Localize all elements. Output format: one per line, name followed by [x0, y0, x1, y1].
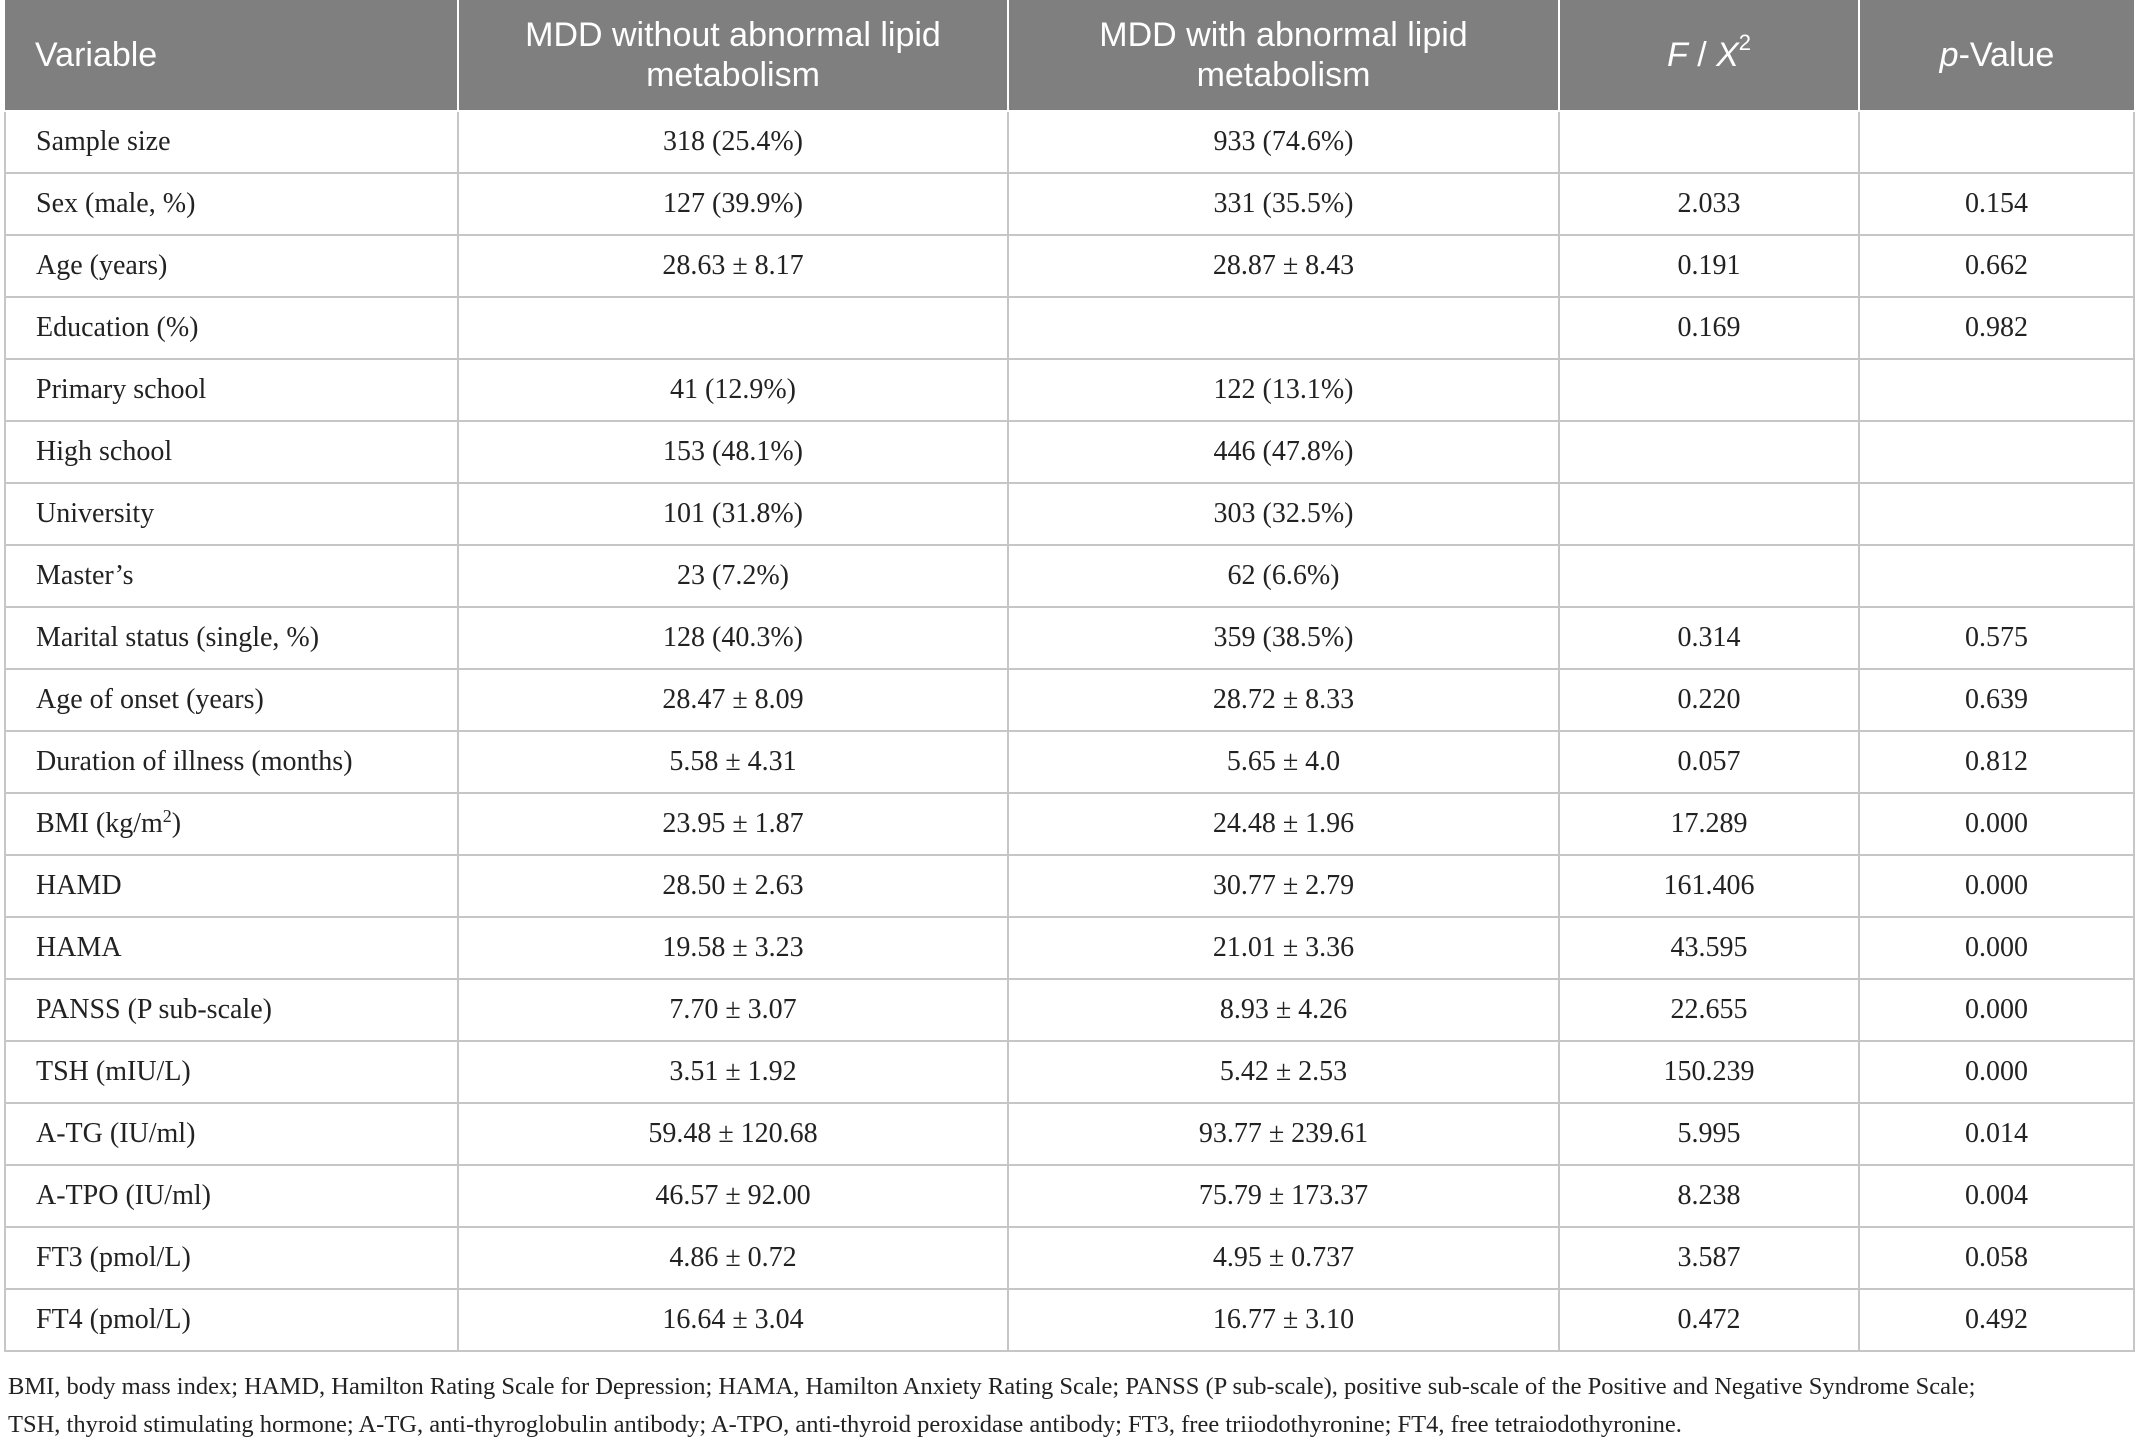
- cell-variable: FT4 (pmol/L): [5, 1289, 458, 1351]
- header-group-with: [1008, 0, 1559, 111]
- table-row: [5, 421, 2134, 483]
- cell-statistic: [1559, 545, 1859, 607]
- header-stat-x: X: [1716, 36, 1739, 74]
- header-group-without-line2: metabolism: [646, 56, 820, 94]
- cell-p-value: 0.000: [1859, 917, 2134, 979]
- cell-with-lipid: 21.01 ± 3.36: [1008, 917, 1559, 979]
- table-row: [5, 1289, 2134, 1351]
- cell-without-lipid: 101 (31.8%): [458, 483, 1008, 545]
- header-stat-separator: /: [1687, 36, 1717, 74]
- table-footnote: [8, 1368, 2133, 1444]
- header-group-without: [458, 0, 1008, 111]
- cell-variable: HAMD: [5, 855, 458, 917]
- cell-without-lipid: 7.70 ± 3.07: [458, 979, 1008, 1041]
- cell-p-value: 0.812: [1859, 731, 2134, 793]
- cell-without-lipid: 41 (12.9%): [458, 359, 1008, 421]
- data-table: [4, 0, 2135, 1352]
- cell-p-value: 0.014: [1859, 1103, 2134, 1165]
- header-p-italic: p: [1939, 36, 1959, 74]
- cell-without-lipid: 23 (7.2%): [458, 545, 1008, 607]
- cell-variable: Sample size: [5, 111, 458, 173]
- cell-statistic: 161.406: [1559, 855, 1859, 917]
- cell-statistic: 8.238: [1559, 1165, 1859, 1227]
- cell-without-lipid: 28.47 ± 8.09: [458, 669, 1008, 731]
- cell-without-lipid: 23.95 ± 1.87: [458, 793, 1008, 855]
- cell-variable: High school: [5, 421, 458, 483]
- cell-p-value: 0.000: [1859, 855, 2134, 917]
- cell-variable: TSH (mIU/L): [5, 1041, 458, 1103]
- table-body: [5, 111, 2134, 1351]
- table-row: [5, 607, 2134, 669]
- header-p-rest: -Value: [1958, 36, 2055, 74]
- cell-with-lipid: 62 (6.6%): [1008, 545, 1559, 607]
- cell-p-value: 0.004: [1859, 1165, 2134, 1227]
- cell-p-value: 0.662: [1859, 235, 2134, 297]
- cell-with-lipid: 28.72 ± 8.33: [1008, 669, 1559, 731]
- cell-with-lipid: 5.65 ± 4.0: [1008, 731, 1559, 793]
- cell-statistic: 17.289: [1559, 793, 1859, 855]
- table-row: [5, 1041, 2134, 1103]
- table-row: [5, 855, 2134, 917]
- data-table-container: [4, 0, 2133, 1352]
- table-row: [5, 793, 2134, 855]
- header-group-with-line1: MDD with abnormal lipid: [1099, 16, 1468, 54]
- cell-p-value: 0.154: [1859, 173, 2134, 235]
- cell-without-lipid: 127 (39.9%): [458, 173, 1008, 235]
- cell-statistic: 0.169: [1559, 297, 1859, 359]
- cell-statistic: [1559, 421, 1859, 483]
- cell-statistic: 0.220: [1559, 669, 1859, 731]
- cell-with-lipid: 5.42 ± 2.53: [1008, 1041, 1559, 1103]
- cell-without-lipid: 4.86 ± 0.72: [458, 1227, 1008, 1289]
- header-variable: Variable: [5, 0, 458, 111]
- cell-variable: A-TPO (IU/ml): [5, 1165, 458, 1227]
- cell-p-value: [1859, 545, 2134, 607]
- cell-variable: HAMA: [5, 917, 458, 979]
- footnote-line-1: BMI, body mass index; HAMD, Hamilton Rating Scale for Depression; HAMA, Hamilton Anxiety Rating Scale; PANSS (P sub-scale), positive sub-scale of the Positive and Negative Syndrome Scale;: [8, 1373, 1976, 1400]
- table-row: [5, 1165, 2134, 1227]
- cell-with-lipid: 122 (13.1%): [1008, 359, 1559, 421]
- cell-with-lipid: 93.77 ± 239.61: [1008, 1103, 1559, 1165]
- cell-with-lipid: 8.93 ± 4.26: [1008, 979, 1559, 1041]
- header-stat-superscript: 2: [1738, 30, 1752, 55]
- cell-p-value: 0.000: [1859, 1041, 2134, 1103]
- cell-variable: University: [5, 483, 458, 545]
- cell-p-value: [1859, 359, 2134, 421]
- cell-statistic: 22.655: [1559, 979, 1859, 1041]
- table-row: [5, 1103, 2134, 1165]
- cell-statistic: 0.472: [1559, 1289, 1859, 1351]
- cell-p-value: 0.639: [1859, 669, 2134, 731]
- cell-with-lipid: 75.79 ± 173.37: [1008, 1165, 1559, 1227]
- header-stat-f: F: [1666, 36, 1688, 74]
- cell-statistic: 5.995: [1559, 1103, 1859, 1165]
- cell-variable-superscript: 2: [162, 806, 172, 826]
- table-row: [5, 483, 2134, 545]
- cell-with-lipid: 4.95 ± 0.737: [1008, 1227, 1559, 1289]
- cell-variable: Age (years): [5, 235, 458, 297]
- cell-p-value: 0.000: [1859, 979, 2134, 1041]
- cell-variable: Master’s: [5, 545, 458, 607]
- cell-variable: Age of onset (years): [5, 669, 458, 731]
- cell-variable: Primary school: [5, 359, 458, 421]
- table-row: [5, 669, 2134, 731]
- cell-p-value: 0.000: [1859, 793, 2134, 855]
- cell-without-lipid: 28.63 ± 8.17: [458, 235, 1008, 297]
- header-group-without-line1: MDD without abnormal lipid: [525, 16, 941, 54]
- cell-without-lipid: [458, 297, 1008, 359]
- cell-variable: Marital status (single, %): [5, 607, 458, 669]
- cell-statistic: 150.239: [1559, 1041, 1859, 1103]
- cell-p-value: 0.982: [1859, 297, 2134, 359]
- table-row: [5, 235, 2134, 297]
- cell-variable: [5, 793, 458, 855]
- cell-with-lipid: 30.77 ± 2.79: [1008, 855, 1559, 917]
- table-row: [5, 111, 2134, 173]
- cell-with-lipid: 28.87 ± 8.43: [1008, 235, 1559, 297]
- table-row: [5, 359, 2134, 421]
- cell-without-lipid: 28.50 ± 2.63: [458, 855, 1008, 917]
- cell-without-lipid: 46.57 ± 92.00: [458, 1165, 1008, 1227]
- cell-variable: Duration of illness (months): [5, 731, 458, 793]
- cell-statistic: 0.057: [1559, 731, 1859, 793]
- cell-with-lipid: 16.77 ± 3.10: [1008, 1289, 1559, 1351]
- cell-variable: FT3 (pmol/L): [5, 1227, 458, 1289]
- cell-without-lipid: 19.58 ± 3.23: [458, 917, 1008, 979]
- table-row: [5, 173, 2134, 235]
- cell-variable: PANSS (P sub-scale): [5, 979, 458, 1041]
- cell-statistic: 0.191: [1559, 235, 1859, 297]
- cell-statistic: 0.314: [1559, 607, 1859, 669]
- cell-variable: A-TG (IU/ml): [5, 1103, 458, 1165]
- cell-statistic: [1559, 359, 1859, 421]
- cell-variable-text: BMI (kg/m: [36, 808, 163, 839]
- cell-with-lipid: 359 (38.5%): [1008, 607, 1559, 669]
- cell-p-value: [1859, 111, 2134, 173]
- table-header-row: [5, 0, 2134, 111]
- cell-without-lipid: 153 (48.1%): [458, 421, 1008, 483]
- cell-without-lipid: 5.58 ± 4.31: [458, 731, 1008, 793]
- header-p-value: [1859, 0, 2134, 111]
- cell-without-lipid: 16.64 ± 3.04: [458, 1289, 1008, 1351]
- cell-p-value: 0.492: [1859, 1289, 2134, 1351]
- cell-without-lipid: 59.48 ± 120.68: [458, 1103, 1008, 1165]
- cell-statistic: 2.033: [1559, 173, 1859, 235]
- cell-without-lipid: 318 (25.4%): [458, 111, 1008, 173]
- cell-statistic: 3.587: [1559, 1227, 1859, 1289]
- table-row: [5, 1227, 2134, 1289]
- cell-with-lipid: 933 (74.6%): [1008, 111, 1559, 173]
- table-row: [5, 545, 2134, 607]
- cell-p-value: [1859, 483, 2134, 545]
- cell-statistic: [1559, 111, 1859, 173]
- cell-statistic: [1559, 483, 1859, 545]
- table-row: [5, 917, 2134, 979]
- cell-variable: Education (%): [5, 297, 458, 359]
- table-row: [5, 297, 2134, 359]
- cell-statistic: 43.595: [1559, 917, 1859, 979]
- table-row: [5, 731, 2134, 793]
- cell-with-lipid: 446 (47.8%): [1008, 421, 1559, 483]
- cell-variable-tail: ): [171, 808, 182, 839]
- cell-with-lipid: 331 (35.5%): [1008, 173, 1559, 235]
- cell-without-lipid: 128 (40.3%): [458, 607, 1008, 669]
- table-row: [5, 979, 2134, 1041]
- cell-without-lipid: 3.51 ± 1.92: [458, 1041, 1008, 1103]
- cell-variable: Sex (male, %): [5, 173, 458, 235]
- header-group-with-line2: metabolism: [1196, 56, 1371, 94]
- footnote-line-2: TSH, thyroid stimulating hormone; A-TG, anti-thyroglobulin antibody; A-TPO, anti-thyroid peroxidase antibody; FT3, free triiodothyronine; FT4, free tetraiodothyronine.: [8, 1411, 1682, 1438]
- cell-with-lipid: 303 (32.5%): [1008, 483, 1559, 545]
- cell-with-lipid: 24.48 ± 1.96: [1008, 793, 1559, 855]
- cell-p-value: 0.058: [1859, 1227, 2134, 1289]
- cell-p-value: [1859, 421, 2134, 483]
- cell-with-lipid: [1008, 297, 1559, 359]
- cell-p-value: 0.575: [1859, 607, 2134, 669]
- header-statistic: [1559, 0, 1859, 111]
